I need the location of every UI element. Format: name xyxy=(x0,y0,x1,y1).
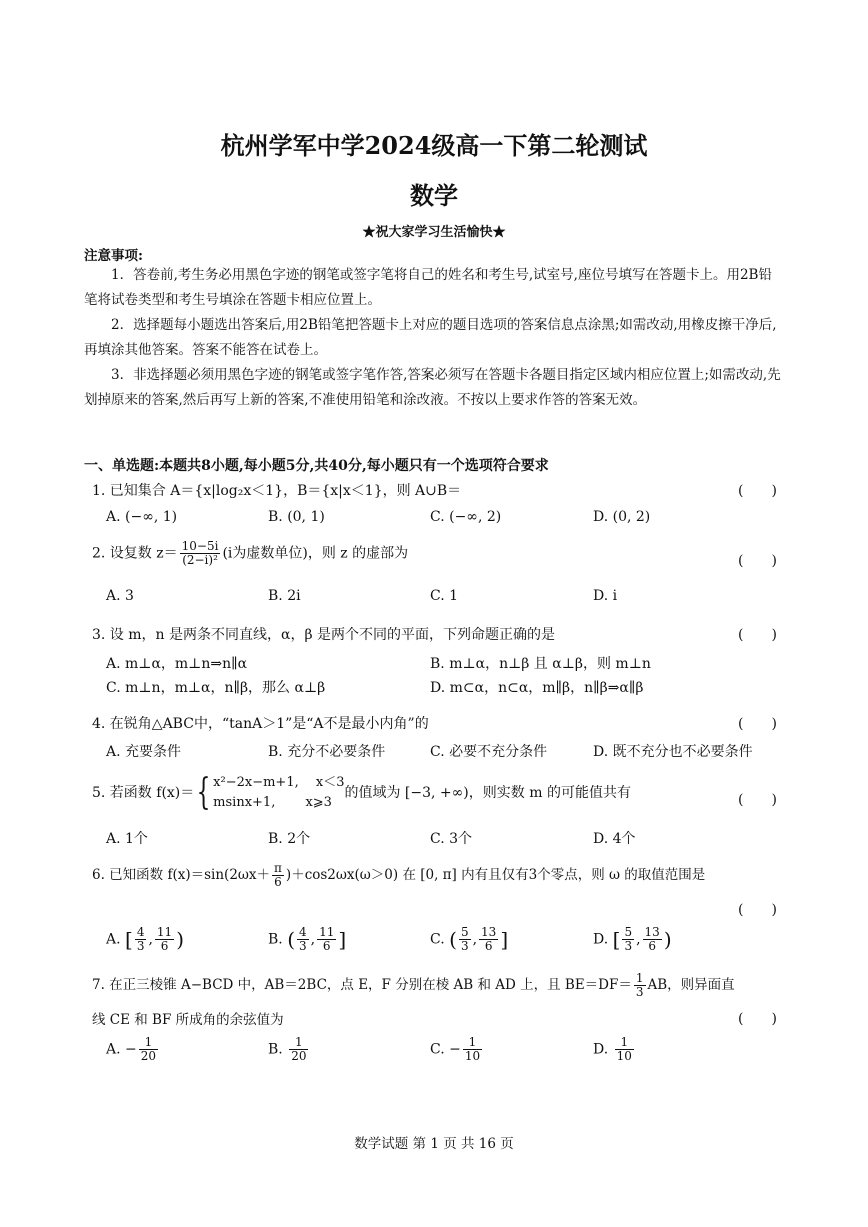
num: 1 xyxy=(463,1036,482,1050)
option: A. (−∞, 1) xyxy=(106,509,178,525)
brace-icon: { xyxy=(196,772,211,813)
question-6-stem xyxy=(92,862,705,889)
num: 11 xyxy=(319,925,335,939)
option: C. 3个 xyxy=(430,831,473,847)
answer-paren: ( ) xyxy=(738,902,777,918)
question-1-stem: 1. 已知集合 A＝{x|log₂x＜1}，B＝{x|x＜1}，则 A∪B＝ xyxy=(92,483,462,499)
option-7a xyxy=(106,1036,160,1063)
bracket-close: ] xyxy=(500,927,509,952)
answer-paren: ( ) xyxy=(738,792,777,808)
fraction xyxy=(615,1036,634,1063)
option-label: C. xyxy=(430,1041,445,1058)
question-7-line-2: 线 CE 和 BF 所成角的余弦值为 xyxy=(92,1012,284,1028)
option-label: B. xyxy=(268,1041,283,1058)
den: 3 xyxy=(460,939,469,953)
num: 4 xyxy=(136,925,145,939)
option: A. 充要条件 xyxy=(106,744,182,760)
q2-suffix: (i为虚数单位)，则 z 的虚部为 xyxy=(222,545,409,562)
notice-heading: 注意事项: xyxy=(84,248,143,264)
question-4-stem: 4. 在锐角△ABC中，“tanA＞1”是“A不是最小内角”的 xyxy=(92,716,429,732)
num: 1 xyxy=(289,1036,308,1050)
option-7c xyxy=(430,1036,484,1063)
den: 3 xyxy=(136,939,145,953)
option: C. (−∞, 2) xyxy=(430,509,502,525)
den: 10 xyxy=(464,1049,481,1063)
option-label: D. xyxy=(593,931,609,948)
answer-paren: ( ) xyxy=(738,627,777,643)
question-5-stem xyxy=(92,773,631,813)
option-6c: C. ( $\frac{5}{3}$ , $\frac{13}{6}$ ] xyxy=(430,925,509,953)
notice-item-1: 1．答卷前,考生务必用黑色字迹的钢笔或签字笔将自己的姓名和考生号,试室号,座位号填写在答题卡上。用2B铅笔将试卷类型和考生号填涂在答题卡相应位置上。 xyxy=(84,267,772,308)
den: 3 xyxy=(624,939,633,953)
exam-title: 杭州学军中学2024级高一下第二轮测试 xyxy=(220,131,648,160)
q2-fraction xyxy=(180,540,221,567)
option-label: B. xyxy=(268,931,283,948)
num: 11 xyxy=(156,925,173,939)
option: D. m⊂α，n⊂α，m∥β，n∥β⇒α∥β xyxy=(430,680,644,696)
bracket-open: [ xyxy=(612,927,621,952)
option-label: D. xyxy=(593,1041,609,1058)
q7-prefix: 7. 在正三棱锥 A−BCD 中，AB＝2BC，点 E，F 分别在棱 AB 和 AD 上，且 BE＝DF＝ xyxy=(92,977,632,993)
fraction xyxy=(317,926,336,953)
fraction xyxy=(459,926,471,953)
question-2-stem xyxy=(92,540,408,567)
option: B. 2个 xyxy=(268,831,311,847)
option: A. m⊥α，m⊥n⇒n∥α xyxy=(106,656,248,672)
fraction xyxy=(643,926,662,953)
bracket-close: ) xyxy=(176,927,185,952)
bracket-close: ] xyxy=(338,927,347,952)
answer-paren: ( ) xyxy=(738,483,777,499)
q7-suffix: AB，则异面直 xyxy=(647,977,735,993)
num: 13 xyxy=(481,925,497,939)
option: D. 既不充分也不必要条件 xyxy=(593,744,753,760)
option-7b xyxy=(268,1036,310,1063)
option: D. 4个 xyxy=(593,831,636,847)
fraction xyxy=(135,926,147,953)
option-label: A. xyxy=(106,931,121,948)
option: B. (0, 1) xyxy=(268,509,325,525)
option: C. 必要不充分条件 xyxy=(430,744,548,760)
answer-paren: ( ) xyxy=(738,1011,777,1027)
fraction xyxy=(297,926,309,953)
den: 10 xyxy=(616,1049,632,1063)
q7-fraction xyxy=(634,972,646,999)
q2-den: (2−i)² xyxy=(182,553,218,567)
num: 4 xyxy=(299,925,307,939)
q5-prefix: 5. 若函数 f(x)＝ xyxy=(92,785,195,801)
option: D. (0, 2) xyxy=(593,509,651,525)
num: 1 xyxy=(635,971,644,985)
den: 6 xyxy=(648,939,656,953)
num: 1 xyxy=(615,1036,634,1050)
den: 20 xyxy=(140,1049,157,1063)
option: D. i xyxy=(593,588,618,604)
q5-cases xyxy=(213,773,344,813)
sign: − xyxy=(449,1041,461,1058)
option-7d xyxy=(593,1036,636,1063)
fraction xyxy=(289,1036,308,1063)
page-footer: 数学试题 第 1 页 共 16 页 xyxy=(354,1136,514,1152)
fraction xyxy=(622,926,634,953)
answer-paren: ( ) xyxy=(738,553,777,569)
bracket-close: ) xyxy=(663,927,672,952)
q5-case-1: x²−2x−m+1, x＜3 xyxy=(213,775,345,790)
motto: ★祝大家学习生活愉快★ xyxy=(362,225,506,240)
num: 5 xyxy=(460,925,469,939)
q6-prefix: 6. 已知函数 f(x)＝sin(2ωx＋ xyxy=(92,867,271,883)
q5-suffix: 的值域为 [−3, +∞)，则实数 m 的可能值共有 xyxy=(344,785,631,801)
q6-pi-den: 6 xyxy=(274,875,282,889)
num: 5 xyxy=(624,925,633,939)
den: 3 xyxy=(299,939,307,953)
fraction xyxy=(463,1036,482,1063)
q6-pi: π xyxy=(274,861,282,875)
option: C. 1 xyxy=(430,588,459,604)
den: 6 xyxy=(160,939,169,953)
q6-suffix: )＋cos2ωx(ω＞0) 在 [0, π] 内有且仅有3个零点，则 ω 的取值范围是 xyxy=(285,867,706,883)
option: A. 3 xyxy=(106,588,134,604)
fraction xyxy=(155,926,174,953)
q5-case-2: msinx+1, x⩾3 xyxy=(213,795,332,810)
den: 6 xyxy=(484,939,493,953)
notice-item-2: 2．选择题每小题选出答案后,用2B铅笔把答题卡上对应的题目选项的答案信息点涂黑;如需改动,用橡皮擦干净后,再填涂其他答案。答案不能答在试卷上。 xyxy=(84,317,777,358)
fraction xyxy=(139,1036,158,1063)
option: C. m⊥n，m⊥α，n∥β，那么 α⊥β xyxy=(106,680,326,696)
option: B. 2i xyxy=(268,588,301,604)
question-3-stem: 3. 设 m，n 是两条不同直线，α，β 是两个不同的平面，下列命题正确的是 xyxy=(92,627,555,643)
answer-paren: ( ) xyxy=(738,716,777,732)
q6-fraction xyxy=(272,862,284,889)
bracket-open: [ xyxy=(125,927,133,952)
den: 6 xyxy=(322,939,331,953)
option-6b: B. ( $\frac{4}{3}$ , $\frac{11}{6}$ ] xyxy=(268,925,347,953)
option-6a: A. [ $\frac{4}{3}$ , $\frac{11}{6}$ ) xyxy=(106,925,185,953)
fraction xyxy=(479,926,498,953)
question-7-line-1 xyxy=(92,972,735,999)
option-label: C. xyxy=(430,931,445,948)
den: 20 xyxy=(291,1049,307,1063)
option-6d: D. [ $\frac{5}{3}$ , $\frac{13}{6}$ ) xyxy=(593,925,672,953)
subject-title: 数学 xyxy=(410,181,458,210)
option: A. 1个 xyxy=(106,831,148,847)
option: B. m⊥α，n⊥β 且 α⊥β，则 m⊥n xyxy=(430,656,651,672)
q2-num: 10−5i xyxy=(181,539,219,553)
bracket-open: ( xyxy=(287,927,296,952)
option-label: A. xyxy=(106,1041,121,1058)
option: B. 充分不必要条件 xyxy=(268,744,386,760)
q2-prefix: 2. 设复数 z＝ xyxy=(92,545,178,562)
section-heading: 一、单选题:本题共8小题,每小题5分,共40分,每小题只有一个选项符合要求 xyxy=(84,458,549,474)
num: 13 xyxy=(644,925,660,939)
den: 3 xyxy=(635,985,644,999)
bracket-open: ( xyxy=(449,927,457,952)
num: 1 xyxy=(139,1036,158,1050)
sign: − xyxy=(125,1041,137,1058)
notice-item-3: 3．非选择题必须用黑色字迹的钢笔或签字笔作答,答案必须写在答题卡各题目指定区域内相应位置上;如需改动,先划掉原来的答案,然后再写上新的答案,不准使用铅笔和涂改液。不按以上要求作答的答案无效。 xyxy=(84,367,781,408)
